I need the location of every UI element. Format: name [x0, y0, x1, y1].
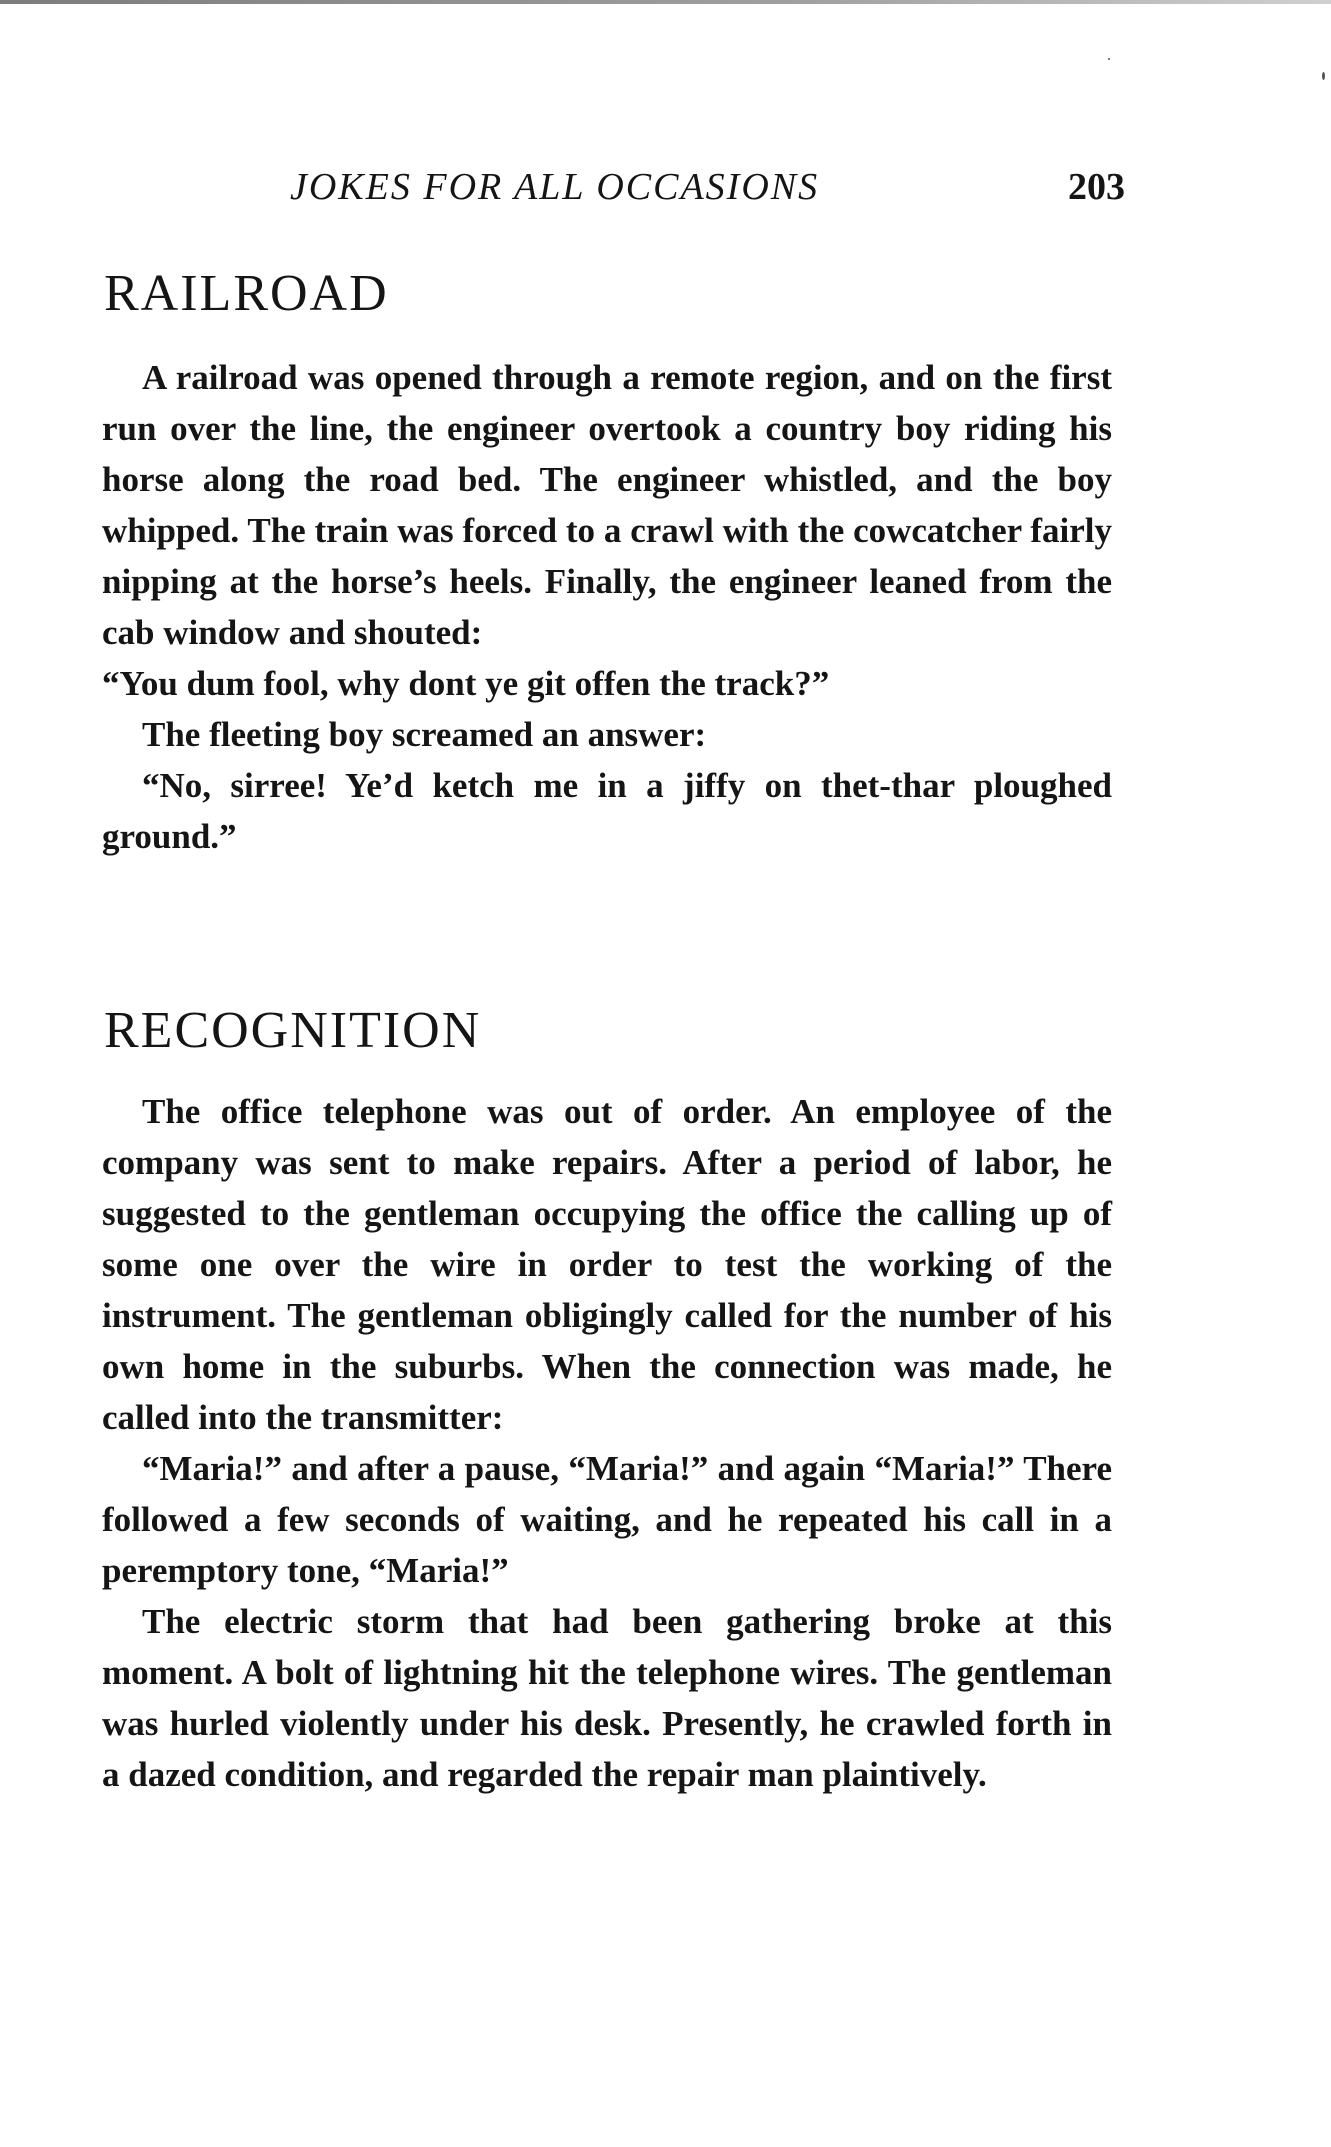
- page-number: 203: [1068, 166, 1125, 208]
- paragraph: “No, sirree! Ye’d ketch me in a jiffy on thet-thar ploughed ground.”: [102, 766, 1112, 856]
- section-body-recognition: [102, 1086, 1112, 1800]
- running-title: JOKES FOR ALL OCCASIONS: [290, 166, 820, 208]
- paragraph: The fleeting boy screamed an answer:: [142, 715, 707, 754]
- paragraph: “Maria!” and after a pause, “Maria!” and again “Maria!” There followed a few seconds of waiting, and he repeated his call in a peremptory tone, “Maria!”: [102, 1449, 1112, 1590]
- section-heading-railroad: RAILROAD: [104, 265, 389, 322]
- paragraph: The electric storm that had been gathering broke at this moment. A bolt of lightning hit the telephone wires. The gentleman was hurled violently under his desk. Presently, he crawled forth in a dazed condition, and regarded the repair man plaintively.: [102, 1602, 1112, 1794]
- paragraph: A railroad was opened through a remote region, and on the first run over the line, the engineer overtook a country boy riding his horse along the road bed. The engineer whistled, and the boy whipped. The train was forced to a crawl with the cowcatcher fairly nipping at the horse’s heels. Finally, the engineer leaned from the cab window and shouted:: [102, 358, 1112, 652]
- section-body-railroad: [102, 352, 1112, 862]
- paragraph: “You dum fool, why dont ye git offen the track?”: [102, 664, 830, 703]
- scan-speck: [1322, 72, 1325, 80]
- running-header: [290, 165, 1125, 215]
- paragraph: The office telephone was out of order. An employee of the company was sent to make repairs. After a period of labor, he suggested to the gentleman occupying the office the calling up of some one over the wire in order to test the working of the instrument. The gentleman obligingly called for the number of his own home in the suburbs. When the connection was made, he called into the transmitter:: [102, 1092, 1112, 1437]
- scan-edge: [0, 0, 1331, 4]
- scan-speck: [1108, 58, 1110, 60]
- section-heading-recognition: RECOGNITION: [104, 1002, 482, 1059]
